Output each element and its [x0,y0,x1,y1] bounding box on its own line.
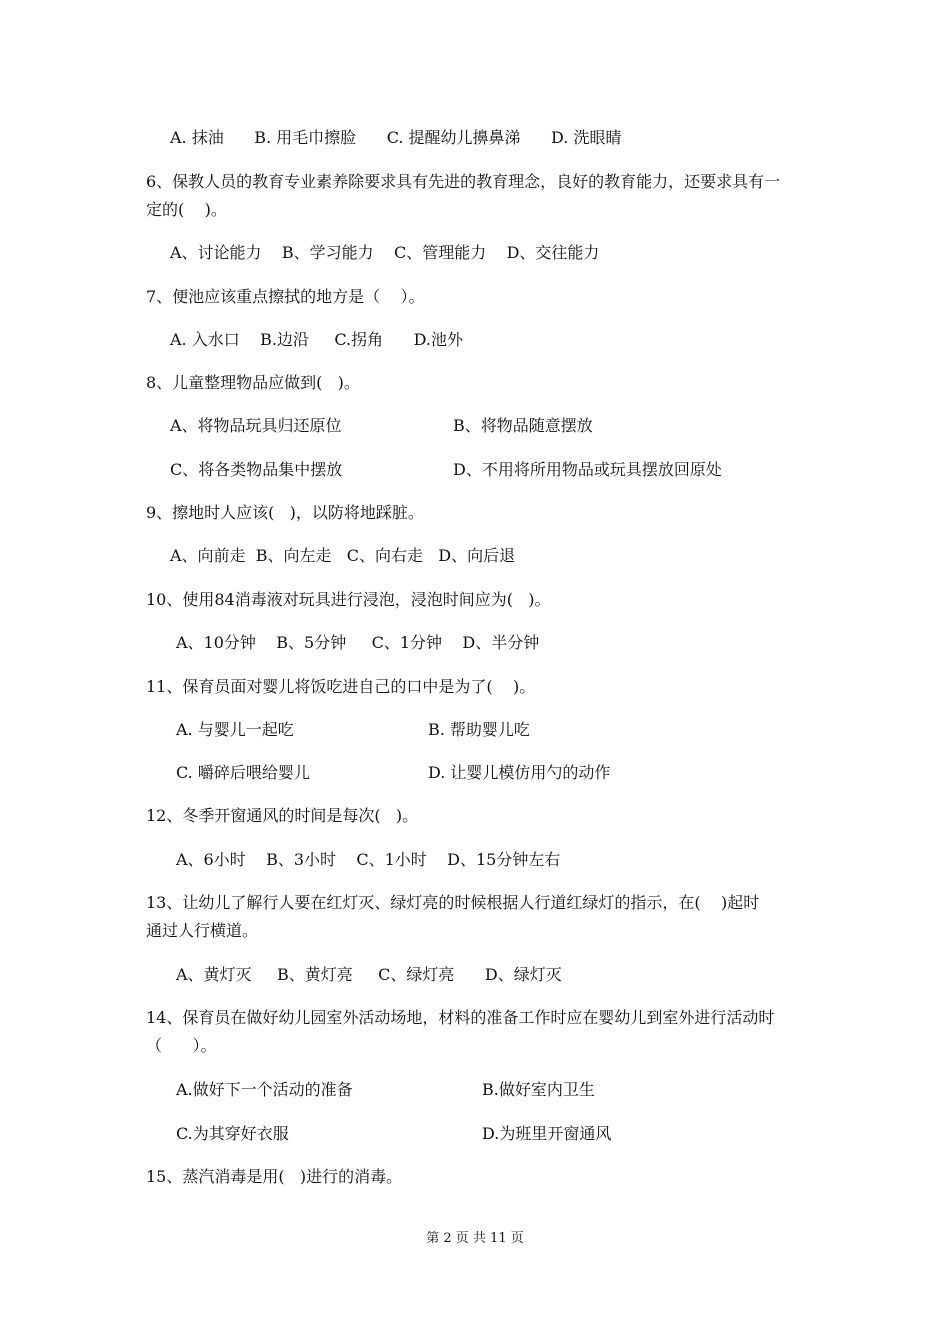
q6-line1: 6、保教人员的教育专业素养除要求具有先进的教育理念，良好的教育能力，还要求具有一 [146,172,781,191]
q14-option-d: D.为班里开窗通风 [482,1124,612,1143]
q11-option-a: A. 与婴儿一起吃 [176,720,294,739]
q6-options: A、讨论能力 B、学习能力 C、管理能力 D、交往能力 [170,243,600,262]
q15-stem: 15、蒸汽消毒是用( )进行的消毒。 [146,1167,403,1186]
q8-option-d: D、不用将所用物品或玩具摆放回原处 [453,460,722,479]
q13-options: A、黄灯灭 B、黄灯亮 C、绿灯亮 D、绿灯灭 [176,965,562,984]
q8-option-a: A、将物品玩具归还原位 [170,416,342,435]
q6-line2: 定的( )。 [146,200,227,219]
q5-options: A. 抹油 B. 用毛巾擦脸 C. 提醒幼儿擤鼻涕 D. 洗眼睛 [170,128,622,147]
q7-options: A. 入水口 B.边沿 C.拐角 D.池外 [170,330,463,349]
q14-line1: 14、保育员在做好幼儿园室外活动场地，材料的准备工作时应在婴幼儿到室外进行活动时 [146,1008,775,1027]
q10-stem: 10、使用84消毒液对玩具进行浸泡，浸泡时间应为( )。 [146,590,551,609]
q12-stem: 12、冬季开窗通风的时间是每次( )。 [146,806,419,825]
page-footer: 第 2 页 共 11 页 [426,1231,524,1246]
q10-options: A、10分钟 B、5分钟 C、1分钟 D、半分钟 [176,633,540,652]
q14-line2: （ ）。 [146,1036,217,1055]
q14-option-b: B.做好室内卫生 [482,1080,595,1099]
q11-option-d: D. 让婴儿模仿用勺的动作 [428,763,611,782]
q9-stem: 9、擦地时人应该( )，以防将地踩脏。 [146,503,424,522]
q11-option-b: B. 帮助婴儿吃 [428,720,530,739]
q14-option-c: C.为其穿好衣服 [176,1124,289,1143]
q11-stem: 11、保育员面对婴儿将饭吃进自己的口中是为了( )。 [146,677,536,696]
q8-option-b: B、将物品随意摆放 [453,416,593,435]
q12-options: A、6小时 B、3小时 C、1小时 D、15分钟左右 [176,850,561,869]
q7-stem: 7、便池应该重点擦拭的地方是（ ）。 [146,287,425,306]
q13-line1: 13、让幼儿了解行人要在红灯灭、绿灯亮的时候根据人行道红绿灯的指示，在( )起时 [146,893,760,912]
q14-option-a: A.做好下一个活动的准备 [176,1080,353,1099]
q11-option-c: C. 嚼碎后喂给婴儿 [176,763,310,782]
q13-line2: 通过人行横道。 [146,921,259,940]
q8-stem: 8、儿童整理物品应做到( )。 [146,373,360,392]
q9-options: A、向前走 B、向左走 C、向右走 D、向后退 [170,546,516,565]
q8-option-c: C、将各类物品集中摆放 [170,460,343,479]
